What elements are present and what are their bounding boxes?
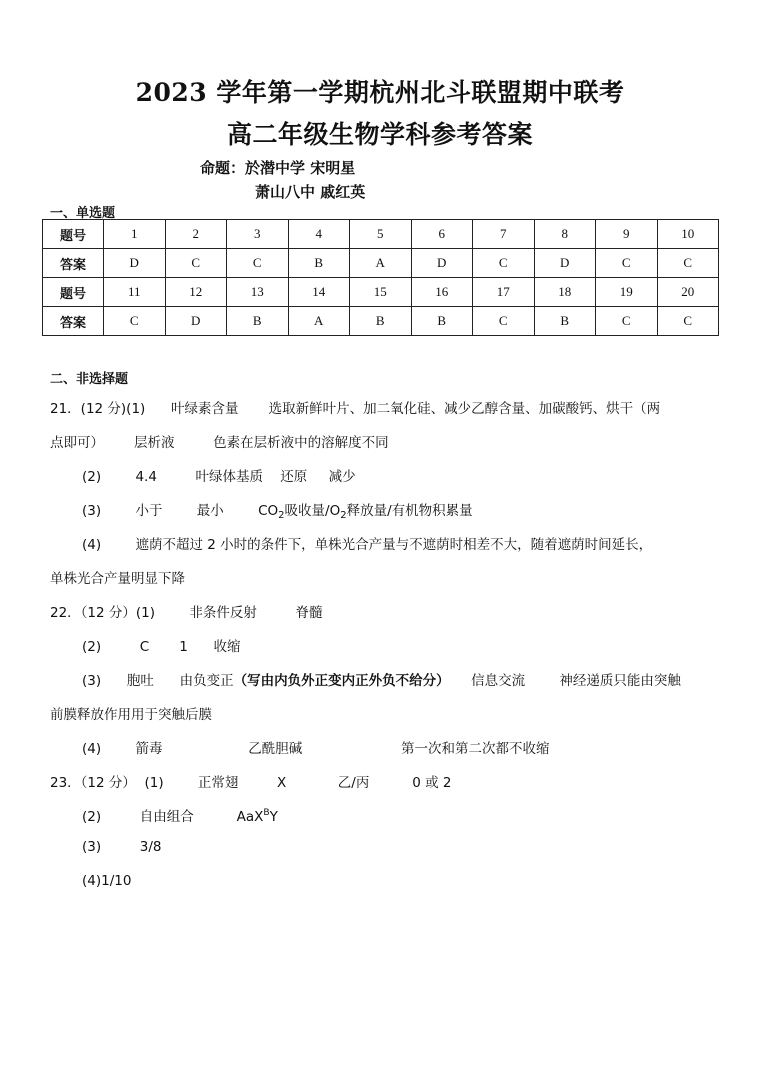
answer-cell: C [657,307,719,336]
q22-line-2: (2) C 1 收缩 [82,639,241,655]
answer-cell: B [534,307,596,336]
question-number: 4 [288,220,350,249]
q22-scoring-note: （写由内负外正变内正外负不给分） [233,673,450,689]
q23-line-2-part-b: Y [269,809,278,825]
q21-line-4-part-c: 释放量/有机物积累量 [346,503,473,519]
question-number: 11 [104,278,166,307]
question-number: 6 [411,220,473,249]
question-number: 2 [165,220,227,249]
q23-line-4: (4)1/10 [82,873,132,889]
question-number: 10 [657,220,719,249]
answer-cell: B [411,307,473,336]
answer-cell: C [165,249,227,278]
answer-cell: B [350,307,412,336]
superscript-b: B [263,808,270,818]
row-label-question: 题号 [43,220,104,249]
subscript-2: 2 [340,510,347,521]
table-row-answers-2 [43,307,719,336]
answer-cell: C [596,249,658,278]
q23-line-2 [82,805,278,825]
answer-cell: A [350,249,412,278]
question-number: 1 [104,220,166,249]
row-label-answer: 答案 [43,249,104,278]
answer-cell: D [534,249,596,278]
question-number: 5 [350,220,412,249]
answer-cell: A [288,307,350,336]
answer-cell: C [227,249,289,278]
q21-line-6: 单株光合产量明显下降 [50,571,185,587]
answer-cell: C [473,307,535,336]
question-number: 12 [165,278,227,307]
q22-line-5: (4) 箭毒 乙酰胆碱 第一次和第二次都不收缩 [82,741,550,757]
question-number: 19 [596,278,658,307]
q23-line-3: (3) 3/8 [82,839,162,855]
answer-cell: C [657,249,719,278]
q21-line-2: 点即可） 层析液 色素在层析液中的溶解度不同 [50,435,389,451]
document-title: 2023 学年第一学期杭州北斗联盟期中联考 [135,78,625,107]
question-number: 17 [473,278,535,307]
question-number: 9 [596,220,658,249]
q22-line-4: 前膜释放作用用于突触后膜 [50,707,212,723]
section-non-choice-heading: 二、非选择题 [50,372,129,387]
answer-cell: D [165,307,227,336]
q21-line-4-part-a: (3) 小于 最小 CO [82,503,279,519]
question-number: 8 [534,220,596,249]
question-number: 18 [534,278,596,307]
q22-line-3-part-c: 信息交流 神经递质只能由突触 [449,673,681,689]
subscript-2: 2 [278,510,285,521]
q21-line-1: 21．(12 分)(1) 叶绿素含量 选取新鲜叶片、加二氧化硅、减少乙醇含量、加碳酸钙、烘干（两 [50,401,661,417]
authors-line-1: 命题：於潜中学 宋明星 [200,159,356,177]
question-number: 20 [657,278,719,307]
answer-table [42,219,719,336]
row-label-question: 题号 [43,278,104,307]
q22-line-1: 22．（12 分）(1) 非条件反射 脊髓 [50,605,323,621]
question-number: 16 [411,278,473,307]
answer-cell: D [104,249,166,278]
q21-line-4-part-b: 吸收量/O [284,503,341,519]
answer-cell: C [596,307,658,336]
row-label-answer: 答案 [43,307,104,336]
q23-line-2-part-a: (2) 自由组合 AaX [82,809,264,825]
q21-line-4 [82,499,473,521]
section-single-choice-heading: 一、单选题 [50,206,116,221]
table-row-questions-1 [43,220,719,249]
question-number: 15 [350,278,412,307]
answer-cell: B [227,307,289,336]
q22-line-3 [82,669,681,689]
question-number: 14 [288,278,350,307]
answer-cell: B [288,249,350,278]
q23-line-1: 23．（12 分） (1) 正常翅 X 乙/丙 0 或 2 [50,775,452,791]
answer-cell: C [473,249,535,278]
authors-line-2: 萧山八中 戚红英 [255,183,366,201]
answer-cell: C [104,307,166,336]
q21-line-5: (4) 遮荫不超过 2 小时的条件下，单株光合产量与不遮荫时相差不大，随着遮荫时间延长， [82,537,653,553]
table-row-answers-1 [43,249,719,278]
document-subtitle: 高二年级生物学科参考答案 [226,120,533,149]
question-number: 13 [227,278,289,307]
q21-line-3: (2) 4.4 叶绿体基质 还原 减少 [82,469,356,485]
q22-line-3-part-a: (3) 胞吐 由负变正 [82,673,234,689]
question-number: 3 [227,220,289,249]
question-number: 7 [473,220,535,249]
table-row-questions-2 [43,278,719,307]
answer-cell: D [411,249,473,278]
